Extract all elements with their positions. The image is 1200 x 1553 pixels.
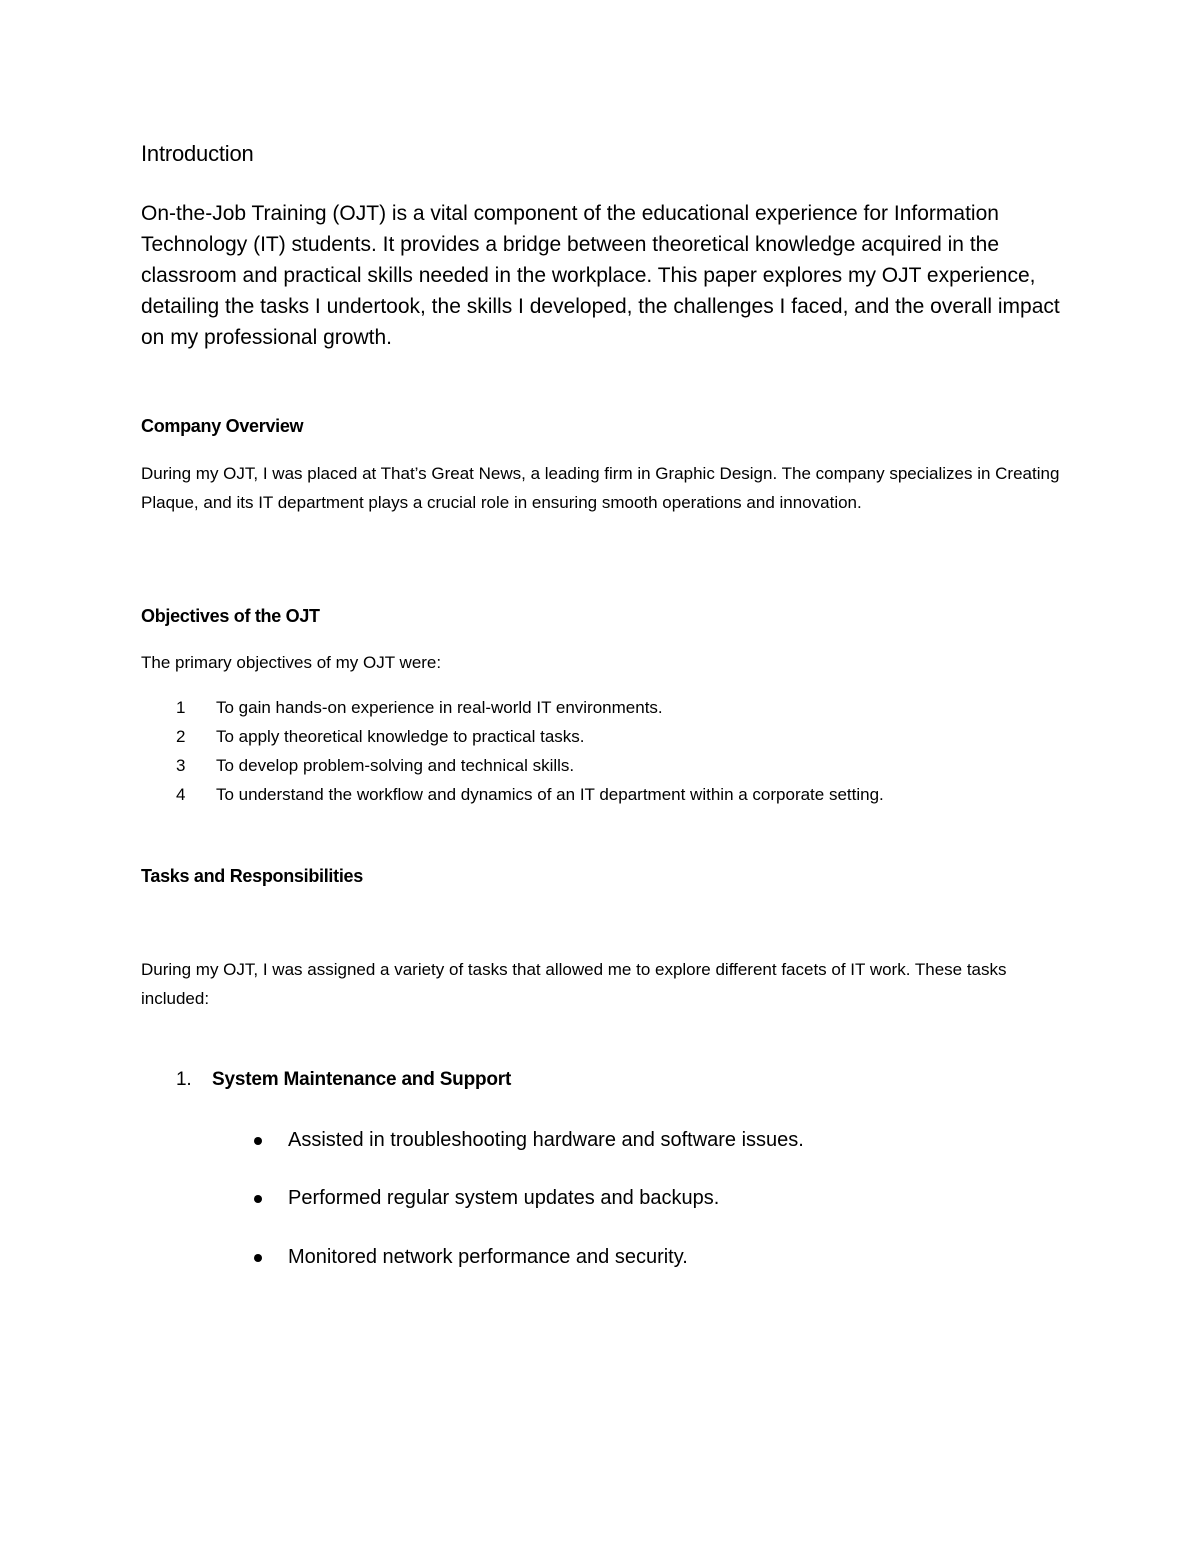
bullet-text: Performed regular system updates and backups. (288, 1187, 720, 1209)
bullet-icon (254, 1195, 262, 1203)
list-item (176, 780, 1076, 809)
tasks-intro: During my OJT, I was assigned a variety of tasks that allowed me to explore different facets of IT work. These tasks included: (141, 960, 1007, 1008)
list-item-text: To apply theoretical knowledge to practical tasks. (216, 727, 585, 746)
bullet-item (254, 1246, 688, 1269)
list-item (176, 693, 1076, 722)
objectives-intro: The primary objectives of my OJT were: (141, 653, 442, 672)
list-item (176, 722, 1076, 751)
tasks-heading: Tasks and Responsibilities (141, 866, 363, 886)
list-item-number: 3 (176, 756, 186, 775)
task-item-label: System Maintenance and Support (212, 1069, 512, 1090)
bullet-icon (254, 1137, 262, 1145)
introduction-paragraph: On-the-Job Training (OJT) is a vital component of the educational experience for Information Technology (IT) students. It provides a bridge between theoretical knowledge acquired in the classroom and practical skills needed in the workplace. This paper explores my OJT experience, detailing the tasks I undertook, the skills I developed, the challenges I faced, and the overall impact on my professional growth. (141, 202, 1060, 349)
bullet-text: Assisted in troubleshooting hardware and software issues. (288, 1129, 804, 1151)
list-item-number: 1 (176, 698, 186, 717)
company-overview-heading: Company Overview (141, 416, 304, 436)
list-item-number: 2 (176, 727, 186, 746)
bullet-item (254, 1129, 804, 1152)
task-item-title (176, 1069, 511, 1091)
company-overview-paragraph: During my OJT, I was placed at That’s Great News, a leading firm in Graphic Design. The company specializes in Creating Plaque, and its IT department plays a crucial role in ensuring smooth operations and innovation. (141, 464, 1060, 512)
task-item-number: 1. (176, 1069, 192, 1090)
bullet-icon (254, 1254, 262, 1262)
list-item-text: To understand the workflow and dynamics of an IT department within a corporate setting. (216, 785, 884, 804)
objectives-heading: Objectives of the OJT (141, 606, 320, 626)
list-item (176, 751, 1076, 780)
bullet-text: Monitored network performance and security. (288, 1246, 688, 1268)
objectives-list (176, 693, 1076, 809)
bullet-item (254, 1187, 719, 1210)
introduction-heading: Introduction (141, 141, 254, 166)
list-item-text: To develop problem-solving and technical skills. (216, 756, 575, 775)
list-item-text: To gain hands-on experience in real-world IT environments. (216, 698, 663, 717)
list-item-number: 4 (176, 785, 186, 804)
